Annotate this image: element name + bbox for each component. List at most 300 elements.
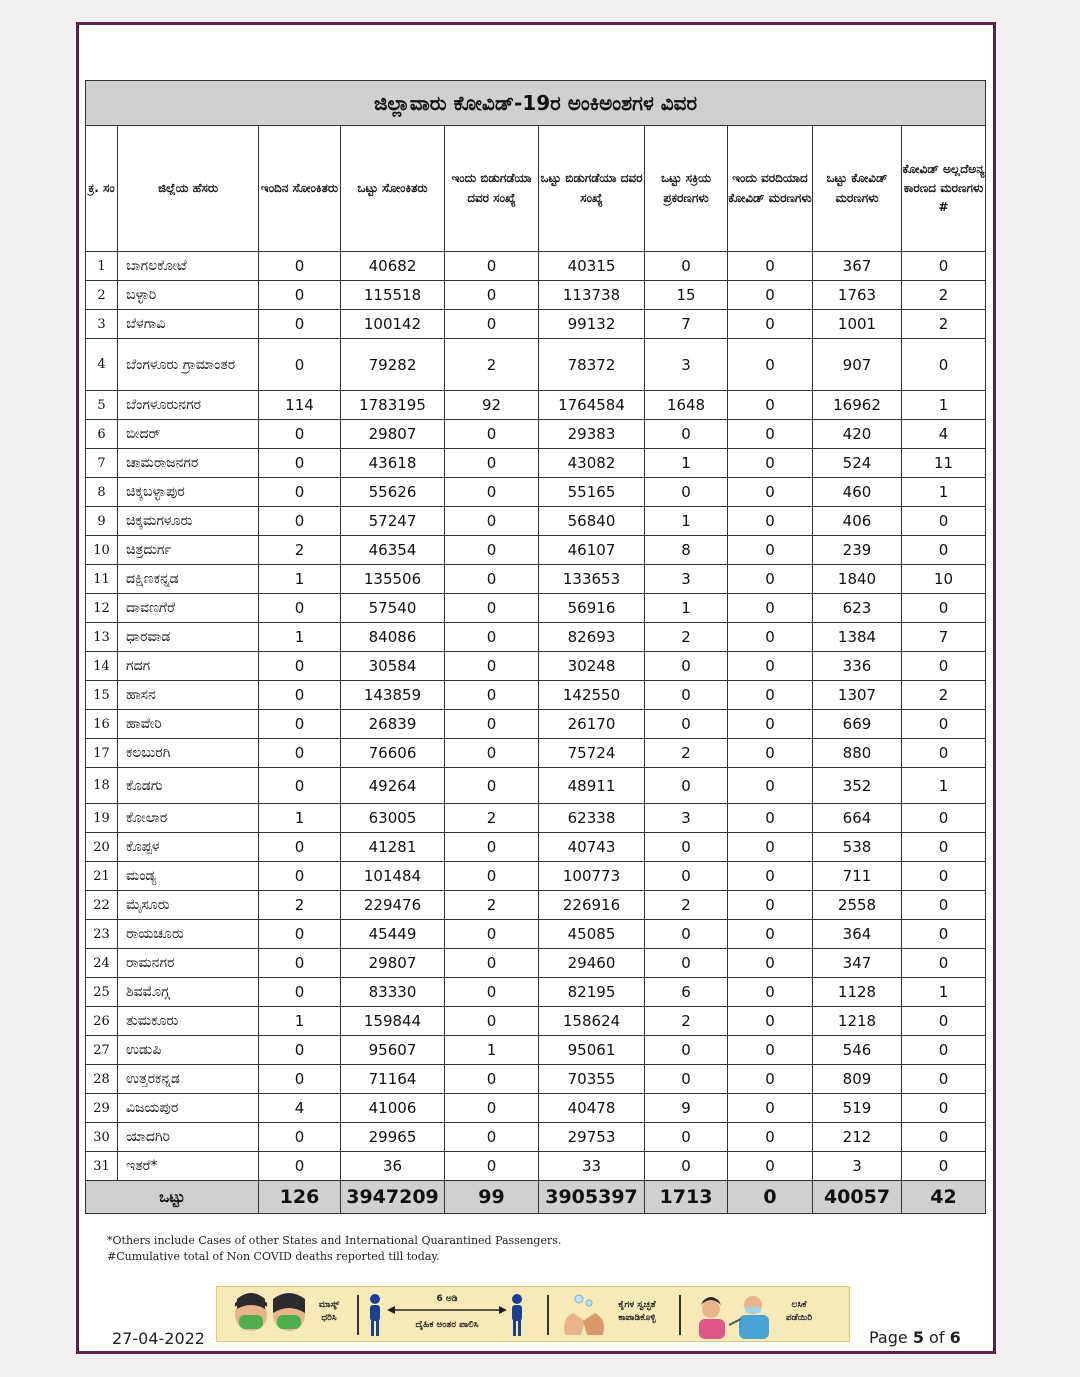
today-discharged-cell: 0 [445,252,539,281]
table-row [86,281,986,310]
non-covid-deaths-cell: 1 [902,478,986,507]
serial-cell: 19 [86,804,118,833]
today-discharged-cell: 0 [445,978,539,1007]
total-discharged-cell: 62338 [539,804,645,833]
non-covid-deaths-cell: 7 [902,623,986,652]
district-name-cell: ಬೆಂಗಳೂರು ಗ್ರಾಮಾಂತರ [118,339,259,391]
page-mid: of [923,1328,950,1347]
non-covid-deaths-cell: 4 [902,420,986,449]
today-discharged-cell: 0 [445,1065,539,1094]
header-total-discharged: ಒಟ್ಟು ಬಿಡುಗಡೆಯಾ ದವರ ಸಂಖ್ಯೆ [539,126,645,252]
serial-cell: 27 [86,1036,118,1065]
non-covid-deaths-cell: 0 [902,1123,986,1152]
today-discharged-cell: 2 [445,804,539,833]
serial-cell: 5 [86,391,118,420]
non-covid-deaths-cell: 1 [902,768,986,804]
distance-bottom-text: ದೈಹಿಕ ಅಂತರ ಪಾಲಿಸಿ [415,1320,479,1330]
serial-cell: 9 [86,507,118,536]
active-cases-cell: 0 [645,920,728,949]
table-title: ಜಿಲ್ಲಾವಾರು ಕೋವಿಡ್-19ರ ಅಂಕಿಅಂಶಗಳ ವಿವರ [86,81,986,126]
total-value-cell: 3947209 [341,1181,445,1214]
district-name-cell: ಕೊಪ್ಪಳ [118,833,259,862]
serial-cell: 2 [86,281,118,310]
hands-text-1: ಕೈಗಳ ಸ್ವಚ್ಛತೆ [618,1300,656,1310]
page-total: 6 [949,1328,961,1347]
total-positive-cell: 29807 [341,420,445,449]
mask-text-2: ಧರಿಸಿ [321,1313,337,1323]
total-deaths-cell: 364 [813,920,902,949]
table-row [86,623,986,652]
active-cases-cell: 0 [645,833,728,862]
today-positive-cell: 0 [259,652,341,681]
active-cases-cell: 6 [645,978,728,1007]
active-cases-cell: 0 [645,1065,728,1094]
header-district: ಜಿಲ್ಲೆಯ ಹೆಸರು [118,126,259,252]
today-discharged-cell: 2 [445,339,539,391]
today-positive-cell: 0 [259,478,341,507]
district-name-cell: ಮಂಡ್ಯ [118,862,259,891]
serial-cell: 21 [86,862,118,891]
total-discharged-cell: 40478 [539,1094,645,1123]
total-positive-cell: 143859 [341,681,445,710]
total-positive-cell: 46354 [341,536,445,565]
total-deaths-cell: 1218 [813,1007,902,1036]
total-deaths-cell: 460 [813,478,902,507]
total-discharged-cell: 45085 [539,920,645,949]
active-cases-cell: 15 [645,281,728,310]
table-row [86,739,986,768]
total-positive-cell: 100142 [341,310,445,339]
today-deaths-cell: 0 [728,565,813,594]
total-discharged-cell: 100773 [539,862,645,891]
active-cases-cell: 0 [645,710,728,739]
today-positive-cell: 1 [259,804,341,833]
total-deaths-cell: 880 [813,739,902,768]
total-discharged-cell: 26170 [539,710,645,739]
total-deaths-cell: 623 [813,594,902,623]
today-deaths-cell: 0 [728,1065,813,1094]
today-positive-cell: 4 [259,1094,341,1123]
serial-cell: 17 [86,739,118,768]
total-positive-cell: 29965 [341,1123,445,1152]
district-name-cell: ಹಾವೇರಿ [118,710,259,739]
serial-cell: 8 [86,478,118,507]
header-total-deaths: ಒಟ್ಟು ಕೋವಿಡ್ ಮರಣಗಳು [813,126,902,252]
active-cases-cell: 9 [645,1094,728,1123]
today-deaths-cell: 0 [728,281,813,310]
district-name-cell: ಬೀದರ್ [118,420,259,449]
total-discharged-cell: 40743 [539,833,645,862]
total-deaths-cell: 239 [813,536,902,565]
table-row [86,594,986,623]
total-deaths-cell: 347 [813,949,902,978]
table-row [86,1007,986,1036]
table-row [86,1094,986,1123]
district-name-cell: ಧಾರವಾಡ [118,623,259,652]
serial-cell: 23 [86,920,118,949]
table-row [86,1036,986,1065]
today-deaths-cell: 0 [728,507,813,536]
today-deaths-cell: 0 [728,478,813,507]
serial-cell: 25 [86,978,118,1007]
district-name-cell: ಬೆಂಗಳೂರುನಗರ [118,391,259,420]
table-row [86,891,986,920]
today-discharged-cell: 0 [445,281,539,310]
today-positive-cell: 0 [259,949,341,978]
total-deaths-cell: 546 [813,1036,902,1065]
serial-cell: 3 [86,310,118,339]
district-name-cell: ಉಡುಪಿ [118,1036,259,1065]
header-active-cases: ಒಟ್ಟು ಸಕ್ರಿಯ ಪ್ರಕರಣಗಳು [645,126,728,252]
today-discharged-cell: 0 [445,623,539,652]
total-discharged-cell: 30248 [539,652,645,681]
total-positive-cell: 57247 [341,507,445,536]
today-discharged-cell: 2 [445,891,539,920]
table-row [86,681,986,710]
hand-wash-icon [559,1291,609,1339]
total-positive-cell: 30584 [341,652,445,681]
non-covid-deaths-cell: 0 [902,1065,986,1094]
today-discharged-cell: 0 [445,420,539,449]
total-discharged-cell: 55165 [539,478,645,507]
district-covid-table [85,80,986,1214]
today-positive-cell: 0 [259,920,341,949]
serial-cell: 24 [86,949,118,978]
serial-cell: 31 [86,1152,118,1181]
serial-cell: 20 [86,833,118,862]
today-discharged-cell: 0 [445,449,539,478]
total-discharged-cell: 82693 [539,623,645,652]
district-name-cell: ಶಿವಮೊಗ್ಗ [118,978,259,1007]
table-row [86,804,986,833]
today-discharged-cell: 0 [445,739,539,768]
active-cases-cell: 2 [645,739,728,768]
today-discharged-cell: 0 [445,594,539,623]
total-positive-cell: 159844 [341,1007,445,1036]
today-positive-cell: 0 [259,339,341,391]
today-discharged-cell: 0 [445,833,539,862]
table-row [86,710,986,739]
total-deaths-cell: 352 [813,768,902,804]
today-discharged-cell: 0 [445,1123,539,1152]
today-deaths-cell: 0 [728,594,813,623]
today-positive-cell: 0 [259,978,341,1007]
today-positive-cell: 0 [259,281,341,310]
today-positive-cell: 0 [259,1036,341,1065]
non-covid-deaths-cell: 0 [902,1152,986,1181]
non-covid-deaths-cell: 0 [902,252,986,281]
total-value-cell: 1713 [645,1181,728,1214]
active-cases-cell: 3 [645,339,728,391]
district-name-cell: ಯಾದಗಿರಿ [118,1123,259,1152]
serial-cell: 11 [86,565,118,594]
total-value-cell: 42 [902,1181,986,1214]
table-row [86,920,986,949]
today-discharged-cell: 0 [445,310,539,339]
today-positive-cell: 0 [259,739,341,768]
total-positive-cell: 26839 [341,710,445,739]
district-name-cell: ಚಿಕ್ಕಬಳ್ಳಾಪುರ [118,478,259,507]
non-covid-deaths-cell: 0 [902,739,986,768]
today-deaths-cell: 0 [728,420,813,449]
today-deaths-cell: 0 [728,1094,813,1123]
total-value-cell: 126 [259,1181,341,1214]
district-name-cell: ವಿಜಯಪುರ [118,1094,259,1123]
non-covid-deaths-cell: 0 [902,536,986,565]
today-deaths-cell: 0 [728,862,813,891]
total-discharged-cell: 40315 [539,252,645,281]
serial-cell: 4 [86,339,118,391]
table-row [86,507,986,536]
today-discharged-cell: 0 [445,710,539,739]
district-name-cell: ಚಾಮರಾಜನಗರ [118,449,259,478]
serial-cell: 6 [86,420,118,449]
active-cases-cell: 3 [645,565,728,594]
active-cases-cell: 2 [645,623,728,652]
total-positive-cell: 84086 [341,623,445,652]
non-covid-deaths-cell: 0 [902,891,986,920]
today-positive-cell: 0 [259,862,341,891]
active-cases-cell: 0 [645,478,728,507]
active-cases-cell: 2 [645,891,728,920]
active-cases-cell: 8 [645,536,728,565]
total-positive-cell: 101484 [341,862,445,891]
today-positive-cell: 0 [259,594,341,623]
district-name-cell: ತುಮಕೂರು [118,1007,259,1036]
person-left-icon [367,1293,383,1337]
today-positive-cell: 2 [259,891,341,920]
today-deaths-cell: 0 [728,768,813,804]
table-row [86,478,986,507]
total-positive-cell: 49264 [341,768,445,804]
non-covid-deaths-cell: 11 [902,449,986,478]
today-discharged-cell: 0 [445,565,539,594]
district-name-cell: ಬಾಗಲಕೋಟೆ [118,252,259,281]
table-row [86,536,986,565]
total-deaths-cell: 809 [813,1065,902,1094]
non-covid-deaths-cell: 0 [902,339,986,391]
safety-banner [216,1286,850,1342]
serial-cell: 1 [86,252,118,281]
serial-cell: 12 [86,594,118,623]
active-cases-cell: 0 [645,1152,728,1181]
today-positive-cell: 0 [259,768,341,804]
non-covid-deaths-cell: 0 [902,710,986,739]
active-cases-cell: 0 [645,681,728,710]
total-label: ಒಟ್ಟು [86,1181,259,1214]
total-positive-cell: 229476 [341,891,445,920]
page-prefix: Page [869,1328,913,1347]
district-name-cell: ದಕ್ಷಿಣಕನ್ನಡ [118,565,259,594]
district-name-cell: ಬೆಳಗಾವಿ [118,310,259,339]
active-cases-cell: 0 [645,1123,728,1152]
serial-cell: 14 [86,652,118,681]
total-discharged-cell: 70355 [539,1065,645,1094]
total-discharged-cell: 78372 [539,339,645,391]
serial-cell: 30 [86,1123,118,1152]
header-today-discharged: ಇಂದು ಬಿಡುಗಡೆಯಾ ದವರ ಸಂಖ್ಯೆ [445,126,539,252]
vaccine-text-1: ಲಸಿಕೆ [791,1300,807,1310]
total-deaths-cell: 1307 [813,681,902,710]
today-discharged-cell: 0 [445,478,539,507]
non-covid-deaths-cell: 1 [902,978,986,1007]
hands-text-2: ಕಾಪಾಡಿಕೊಳ್ಳಿ [618,1313,656,1323]
non-covid-deaths-cell: 0 [902,1036,986,1065]
total-positive-cell: 79282 [341,339,445,391]
today-positive-cell: 0 [259,1123,341,1152]
non-covid-deaths-cell: 0 [902,920,986,949]
district-name-cell: ರಾಮನಗರ [118,949,259,978]
table-row [86,1152,986,1181]
non-covid-deaths-cell: 0 [902,833,986,862]
today-discharged-cell: 0 [445,768,539,804]
table-row [86,652,986,681]
total-positive-cell: 83330 [341,978,445,1007]
total-deaths-cell: 538 [813,833,902,862]
today-deaths-cell: 0 [728,252,813,281]
header-today-positive: ಇಂದಿನ ಸೋಂಕಿತರು [259,126,341,252]
table-row [86,310,986,339]
total-discharged-cell: 56916 [539,594,645,623]
today-positive-cell: 0 [259,252,341,281]
today-deaths-cell: 0 [728,391,813,420]
district-name-cell: ಕೋಲಾರ [118,804,259,833]
active-cases-cell: 3 [645,804,728,833]
total-deaths-cell: 907 [813,339,902,391]
total-positive-cell: 115518 [341,281,445,310]
total-positive-cell: 43618 [341,449,445,478]
non-covid-deaths-cell: 0 [902,507,986,536]
today-deaths-cell: 0 [728,536,813,565]
active-cases-cell: 1648 [645,391,728,420]
today-positive-cell: 114 [259,391,341,420]
today-deaths-cell: 0 [728,891,813,920]
total-positive-cell: 45449 [341,920,445,949]
page-current: 5 [912,1328,924,1347]
today-deaths-cell: 0 [728,652,813,681]
today-deaths-cell: 0 [728,1036,813,1065]
today-discharged-cell: 0 [445,862,539,891]
active-cases-cell: 1 [645,594,728,623]
non-covid-deaths-cell: 0 [902,862,986,891]
total-deaths-cell: 1384 [813,623,902,652]
table-row [86,862,986,891]
district-name-cell: ಕೊಡಗು [118,768,259,804]
today-deaths-cell: 0 [728,739,813,768]
total-discharged-cell: 113738 [539,281,645,310]
today-positive-cell: 0 [259,507,341,536]
vaccine-text-2: ಪಡೆಯಿರಿ [785,1313,813,1323]
district-name-cell: ಗದಗ [118,652,259,681]
total-positive-cell: 36 [341,1152,445,1181]
non-covid-deaths-cell: 0 [902,1094,986,1123]
today-positive-cell: 0 [259,420,341,449]
district-name-cell: ಚಿಕ್ಕಮಗಳೂರು [118,507,259,536]
total-value-cell: 0 [728,1181,813,1214]
today-discharged-cell: 0 [445,652,539,681]
district-name-cell: ದಾವಣಗೆರೆ [118,594,259,623]
total-discharged-cell: 43082 [539,449,645,478]
total-positive-cell: 55626 [341,478,445,507]
today-deaths-cell: 0 [728,920,813,949]
header-total-positive: ಒಟ್ಟು ಸೋಂಕಿತರು [341,126,445,252]
table-row [86,391,986,420]
total-positive-cell: 71164 [341,1065,445,1094]
non-covid-deaths-cell: 0 [902,652,986,681]
total-discharged-cell: 29753 [539,1123,645,1152]
table-row [86,449,986,478]
total-deaths-cell: 1001 [813,310,902,339]
today-deaths-cell: 0 [728,710,813,739]
active-cases-cell: 0 [645,768,728,804]
total-deaths-cell: 420 [813,420,902,449]
today-deaths-cell: 0 [728,1152,813,1181]
today-deaths-cell: 0 [728,833,813,862]
today-positive-cell: 1 [259,1007,341,1036]
active-cases-cell: 0 [645,420,728,449]
serial-cell: 28 [86,1065,118,1094]
total-discharged-cell: 133653 [539,565,645,594]
today-deaths-cell: 0 [728,449,813,478]
active-cases-cell: 0 [645,652,728,681]
district-name-cell: ಚಿತ್ರದುರ್ಗ [118,536,259,565]
total-value-cell: 3905397 [539,1181,645,1214]
total-value-cell: 40057 [813,1181,902,1214]
column-header-row [86,126,986,252]
total-deaths-cell: 1128 [813,978,902,1007]
today-positive-cell: 0 [259,833,341,862]
total-row [86,1181,986,1214]
today-discharged-cell: 92 [445,391,539,420]
total-discharged-cell: 95061 [539,1036,645,1065]
active-cases-cell: 7 [645,310,728,339]
total-positive-cell: 41006 [341,1094,445,1123]
total-positive-cell: 135506 [341,565,445,594]
serial-cell: 22 [86,891,118,920]
total-positive-cell: 41281 [341,833,445,862]
today-deaths-cell: 0 [728,1007,813,1036]
district-name-cell: ಕಲಬುರಗಿ [118,739,259,768]
today-positive-cell: 2 [259,536,341,565]
total-deaths-cell: 336 [813,652,902,681]
table-row [86,420,986,449]
vaccination-icon [689,1291,779,1339]
total-positive-cell: 1783195 [341,391,445,420]
total-positive-cell: 57540 [341,594,445,623]
total-discharged-cell: 46107 [539,536,645,565]
total-discharged-cell: 158624 [539,1007,645,1036]
footnote-others: *Others include Cases of other States and International Quarantined Passengers. [107,1234,562,1247]
today-deaths-cell: 0 [728,623,813,652]
today-deaths-cell: 0 [728,804,813,833]
active-cases-cell: 0 [645,862,728,891]
table-row [86,833,986,862]
non-covid-deaths-cell: 2 [902,681,986,710]
header-serial: ಕ್ರ. ಸಂ [86,126,118,252]
total-positive-cell: 63005 [341,804,445,833]
active-cases-cell: 0 [645,252,728,281]
non-covid-deaths-cell: 10 [902,565,986,594]
table-row [86,1065,986,1094]
total-deaths-cell: 16962 [813,391,902,420]
mask-text-1: ಮಾಸ್ಕ್ [318,1300,340,1310]
today-discharged-cell: 0 [445,507,539,536]
banner-divider [357,1295,359,1335]
total-deaths-cell: 3 [813,1152,902,1181]
today-deaths-cell: 0 [728,339,813,391]
today-positive-cell: 0 [259,710,341,739]
total-deaths-cell: 524 [813,449,902,478]
